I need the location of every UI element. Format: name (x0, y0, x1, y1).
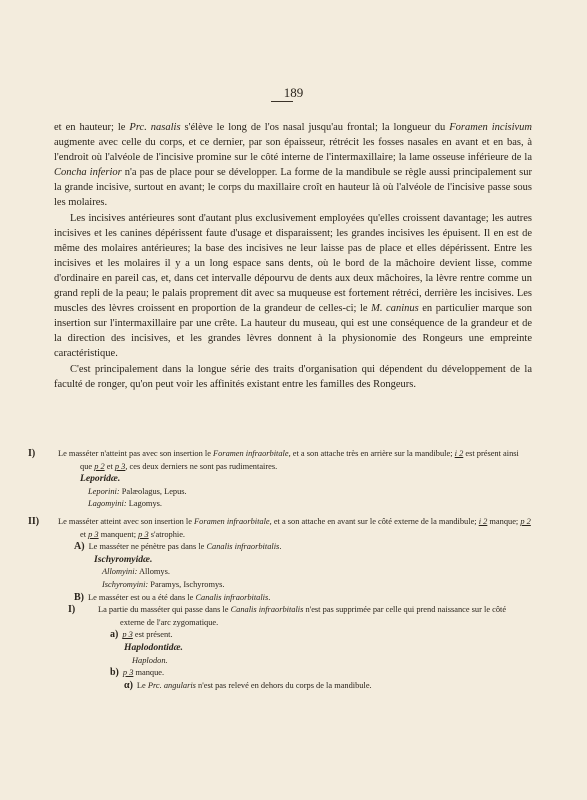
text-segment: C'est principalement dans la longue série des traits d'organisation qui dépendent du développement de la faculté de ronger, qu'on peut voir les affinités existant entre les familles des Rongeurs. (54, 363, 532, 390)
key-line (88, 486, 532, 499)
text-segment: p 3 (122, 630, 133, 640)
key-line: I) Le masséter n'atteint pas avec son insertion le Foramen infraorbitale, et a son attache très en arrière sur la mandibule; i 2 est présent ainsi que p 2 et p 3, ces deux derniers ne sont pas rudimentaires. (28, 448, 519, 471)
text-segment: p 3 (138, 529, 149, 539)
key-family-heading (124, 642, 532, 655)
text-segment: et (80, 529, 89, 539)
text-segment: s'élève le long de l'os nasal jusqu'au frontal; la longueur du (180, 122, 450, 133)
key-family-heading (94, 554, 532, 567)
text-segment: Canalis infraorbitalis (195, 592, 269, 602)
text-segment: Foramen incisivum (449, 122, 532, 133)
text-segment: Prc. nasalis (129, 122, 181, 133)
text-segment: augmente avec celle du corps, et ce dernier, par son épaisseur, rétrécit les fosses nasales en avant et en bas, à l'endroit où l'alvéole de l'incisive promine sur le côté interne de l'intermaxillaire; la lame osseuse inférieure de la (54, 137, 532, 164)
text-segment: Le masséter atteint avec son insertion le (58, 516, 195, 526)
text-segment: Le masséter est ou a été dans le (88, 592, 196, 602)
text-segment: Ischyromyidæ. (94, 553, 153, 565)
text-segment: La partie du masséter qui passe dans le (98, 605, 231, 615)
text-segment: p 3 (114, 461, 126, 471)
text-segment: Ischyromyini: (102, 579, 149, 589)
text-segment: p 2 (94, 461, 105, 471)
text-segment: en particulier marque son insertion sur l'intermaxillaire par une crête. La hauteur du museau, qui est une conséquence de la grandeur et de la direction des incisives, et les grandes lèvres donnent à la physionomie des Rongeurs une empreinte caractéristique. (54, 303, 533, 360)
text-segment: M. caninus (371, 303, 419, 315)
text-segment: p 3 (122, 668, 134, 678)
key-line (102, 566, 532, 579)
text-segment: manquent; (98, 529, 139, 539)
key-marker: A) (74, 541, 85, 553)
text-segment: . (279, 542, 282, 552)
text-segment: est présent. (132, 630, 173, 640)
text-segment: et (104, 461, 115, 471)
paragraph (54, 211, 532, 362)
key-line: I) La partie du masséter qui passe dans le Canalis infraorbitalis n'est pas supprimée par celle qui prend naissance sur le côté externe de l'arc zygomatique. (68, 604, 507, 627)
body-text (54, 120, 532, 392)
key-line (74, 541, 532, 554)
text-segment: Canalis infraorbitalis (230, 605, 304, 615)
text-segment: Leporini: (88, 486, 120, 496)
text-segment: Prc. angularis (147, 680, 196, 690)
key-family-heading (80, 473, 532, 486)
text-segment: Foramen infraorbitale (213, 449, 289, 458)
text-segment: n'est pas relevé en dehors du corps de la mandibule. (195, 680, 372, 690)
key-marker: B) (74, 591, 84, 603)
text-segment: Haplodontidæ. (124, 641, 183, 653)
text-segment: et en hauteur; le (54, 122, 130, 133)
key-line (110, 667, 532, 680)
text-segment: p 2 (520, 516, 531, 526)
text-segment: Le (136, 680, 148, 690)
text-segment: , et a son attache en avant sur le côté externe de la mandibule; (269, 516, 479, 526)
text-segment: Palæolagus, Lepus. (119, 486, 187, 496)
text-segment: i 2 (454, 449, 464, 458)
text-segment: Leporidæ. (80, 473, 121, 485)
key-marker: α) (124, 679, 133, 691)
text-segment: Le masséter ne pénètre pas dans le (88, 542, 207, 552)
text-segment: Concha inferior (54, 167, 122, 179)
page-number: 189 (283, 85, 304, 100)
text-segment: Le masséter n'atteint pas avec son insertion le (58, 449, 213, 458)
text-segment: Foramen infraorbitale (194, 516, 270, 526)
classification-key (28, 448, 532, 692)
text-segment: , ces deux derniers ne sont pas rudimentaires. (125, 461, 278, 471)
text-segment: Lagomys. (126, 499, 162, 509)
key-marker: b) (110, 667, 119, 679)
key-line (110, 629, 532, 642)
paragraph (54, 120, 532, 211)
key-line (74, 592, 532, 605)
key-line: II) Le masséter atteint avec son insertion le Foramen infraorbitale, et a son attache en avant sur le côté externe de la mandibule; i 2 manque; p 2 et p 3 manquent; p 3 s'atrophie. (28, 515, 531, 539)
text-segment: manque. (133, 668, 165, 678)
page-number-rule (271, 101, 293, 102)
text-segment: est présent ainsi que (80, 449, 519, 471)
text-segment: s'atrophie. (148, 529, 186, 539)
text-segment: Les incisives antérieures sont d'autant plus exclusivement employées qu'elles croissent davantage; les autres incisives et les canines dépérissent faute d'usage et disparaissent; les grandes incisives les épuisent. Il en est de même des molaires antérieures; la base des incisives ne leur laisse pas de place et elles dépérissent. Entre les incisives et les molaires il y a un long espace sans dents, où le bord de la mâchoire devient lisse, comme d'ordinaire en pareil cas, et, dans cet intervalle dépourvu de dents aux deux mâchoires, la lèvre rentre comme un grand repli de la peau; le palais proprement dit avec sa muqueuse est fortement rétréci, derrière les incisives. Les muscles des lèvres croissent en proportion de la grandeur de celles-ci; le (54, 212, 532, 315)
key-line (88, 498, 532, 511)
key-line (102, 579, 532, 592)
key-line (132, 655, 532, 668)
text-segment: Canalis infraorbitalis (206, 542, 280, 552)
key-marker: a) (110, 629, 119, 641)
text-segment: Allomyini: (102, 567, 138, 577)
text-segment: , et a son attache très en arrière sur la mandibule; (288, 449, 455, 458)
text-segment: manque; (487, 516, 521, 526)
text-segment: . (268, 592, 271, 602)
text-segment: p 3 (88, 529, 99, 539)
text-segment: i 2 (478, 516, 488, 526)
text-segment: Paramys, Ischyromys. (148, 579, 225, 589)
text-segment: Allomys. (137, 567, 170, 577)
text-segment: Haplodon. (132, 655, 168, 665)
text-segment: n'a pas de place pour se développer. La forme de la mandibule se règle aussi principalement sur la grande incisive, surtout en avant; le corps du maxillaire croît en hauteur là où l'alvéole de l'incisive passe sous les molaires. (54, 167, 532, 209)
paragraph (54, 362, 532, 392)
text-segment: Lagomyini: (88, 499, 127, 509)
key-line (124, 680, 532, 693)
text-segment: n'est pas supprimée par celle qui prend naissance sur le côté externe de l'arc zygomatique. (120, 605, 507, 627)
